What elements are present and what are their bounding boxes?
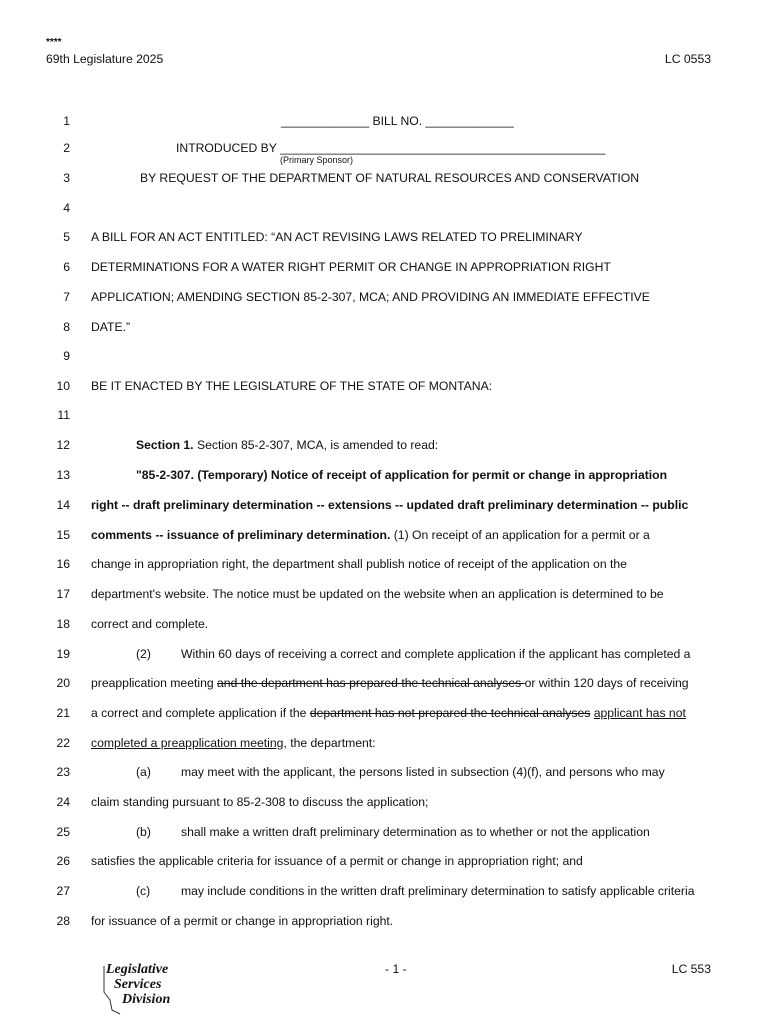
- line-number: 15: [56, 528, 70, 542]
- statute-text-line: [91, 676, 689, 690]
- line-number: 16: [56, 557, 70, 571]
- line-number: 2: [63, 141, 70, 155]
- statute-heading-line: "85-2-307. (Temporary) Notice of receipt of application for permit or change in appropriation: [136, 468, 668, 482]
- statute-text-line: [91, 528, 650, 542]
- statute-text: (1) On receipt of an application for a permit or a: [390, 528, 650, 542]
- subsection-number: (b): [136, 825, 151, 839]
- line-number: 6: [63, 260, 70, 274]
- statute-text-line: may meet with the applicant, the persons listed in subsection (4)(f), and persons who may: [181, 765, 665, 779]
- logo-line: Legislative: [106, 962, 169, 977]
- line-number: 22: [56, 736, 70, 750]
- enacting-clause: BE IT ENACTED BY THE LEGISLATURE OF THE STATE OF MONTANA:: [91, 379, 493, 393]
- statute-text: , the department:: [283, 736, 376, 750]
- line-number: 20: [56, 676, 70, 690]
- section-label: Section 1.: [136, 438, 194, 452]
- line-number: 1: [63, 114, 70, 128]
- statute-text: a correct and complete application if the: [91, 706, 310, 720]
- legislative-services-logo: [100, 962, 190, 1016]
- statute-text-line: Within 60 days of receiving a correct and complete application if the applicant has completed a: [181, 647, 691, 661]
- stricken-text: and the department has prepared the technical analyses: [217, 676, 525, 690]
- line-number: 19: [56, 647, 70, 661]
- header-stars: ****: [46, 37, 62, 48]
- statute-text: or within 120 days of receiving: [524, 676, 689, 690]
- by-request-line: BY REQUEST OF THE DEPARTMENT OF NATURAL RESOURCES AND CONSERVATION: [140, 171, 640, 185]
- statute-heading-line: right -- draft preliminary determination -- extensions -- updated draft preliminary determination -- public: [91, 498, 689, 512]
- line-number: 24: [56, 795, 70, 809]
- subsection-number: (c): [136, 884, 151, 898]
- bill-title-line: DETERMINATIONS FOR A WATER RIGHT PERMIT OR CHANGE IN APPROPRIATION RIGHT: [91, 260, 611, 274]
- montana-outline-icon: [100, 962, 190, 1016]
- lc-number: LC 0553: [664, 52, 711, 66]
- statute-text-line: [91, 706, 686, 720]
- subsection-number: (a): [136, 765, 151, 779]
- statute-text-line: change in appropriation right, the department shall publish notice of receipt of the application on the: [91, 557, 627, 571]
- statute-text-line: department's website. The notice must be updated on the website when an application is determined to be: [91, 587, 664, 601]
- section-text: Section 85-2-307, MCA, is amended to read:: [193, 438, 439, 452]
- statute-text-line: may include conditions in the written draft preliminary determination to satisfy applicable criteria: [181, 884, 695, 898]
- line-number: 10: [56, 379, 70, 393]
- line-number: 18: [56, 617, 70, 631]
- line-number: 28: [56, 914, 70, 928]
- statute-text-line: correct and complete.: [91, 617, 209, 631]
- statute-text-line: [91, 736, 376, 750]
- statute-text-line: shall make a written draft preliminary determination as to whether or not the application: [181, 825, 650, 839]
- statute-text-line: claim standing pursuant to 85-2-308 to discuss the application;: [91, 795, 429, 809]
- logo-line: Services: [114, 977, 162, 992]
- legislature-label: 69th Legislature 2025: [46, 52, 164, 66]
- footer-lc-number: LC 553: [671, 962, 711, 976]
- statute-text: preapplication meeting: [91, 676, 218, 690]
- bill-number-line: _____________ BILL NO. _____________: [281, 114, 514, 128]
- primary-sponsor-note: (Primary Sponsor): [280, 155, 354, 165]
- line-number: 8: [63, 320, 70, 334]
- line-number: 23: [56, 765, 70, 779]
- line-number: 11: [57, 408, 70, 422]
- bill-title-line: APPLICATION; AMENDING SECTION 85-2-307, MCA; AND PROVIDING AN IMMEDIATE EFFECTIVE: [91, 290, 650, 304]
- line-number: 21: [56, 706, 70, 720]
- bill-title-line: DATE.”: [91, 320, 131, 334]
- line-number: 17: [56, 587, 70, 601]
- logo-line: Division: [122, 992, 171, 1007]
- inserted-text: completed a preapplication meeting: [91, 736, 284, 750]
- line-number: 12: [56, 438, 70, 452]
- line-number: 26: [56, 854, 70, 868]
- section-heading: [136, 438, 438, 452]
- statute-text-line: for issuance of a permit or change in appropriation right.: [91, 914, 394, 928]
- statute-text-line: satisfies the applicable criteria for issuance of a permit or change in appropriation right; and: [91, 854, 583, 868]
- stricken-text: department has not prepared the technical analyses: [309, 706, 591, 720]
- introduced-by-line: INTRODUCED BY ________________________________________________: [176, 141, 606, 155]
- line-number: 4: [63, 201, 70, 215]
- bill-title-line: A BILL FOR AN ACT ENTITLED: “AN ACT REVISING LAWS RELATED TO PRELIMINARY: [91, 230, 583, 244]
- subsection-number: (2): [136, 647, 151, 661]
- line-number: 5: [63, 230, 70, 244]
- line-number: 27: [56, 884, 70, 898]
- line-number: 25: [56, 825, 70, 839]
- statute-heading-end: comments -- issuance of preliminary determination.: [91, 528, 391, 542]
- line-number: 13: [56, 468, 70, 482]
- line-number: 3: [63, 171, 70, 185]
- line-number: 14: [56, 498, 70, 512]
- line-number: 7: [63, 290, 70, 304]
- line-number: 9: [63, 349, 70, 363]
- inserted-text: applicant has not: [593, 706, 686, 720]
- page-number: - 1 -: [385, 962, 407, 976]
